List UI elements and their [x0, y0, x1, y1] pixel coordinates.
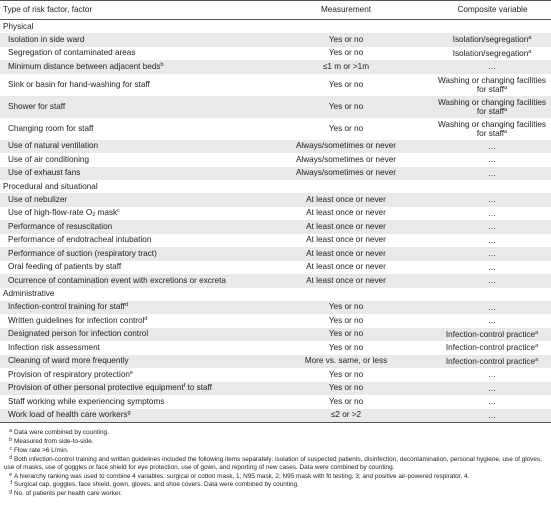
- section-title: Procedural and situational: [3, 181, 98, 191]
- composite-cell: [433, 382, 551, 396]
- footnote-marker: c: [117, 208, 120, 215]
- composite-text: …: [487, 168, 497, 178]
- composite-cell: [433, 140, 551, 154]
- header-composite-variable: Composite variable: [433, 1, 551, 20]
- measurement-cell: Always/sometimes or never: [258, 140, 433, 154]
- composite-cell: [433, 33, 551, 47]
- footnote-marker: a: [528, 48, 532, 55]
- composite-text: …: [487, 410, 497, 420]
- footnote-marker: a: [535, 329, 539, 336]
- footnote-marker: d: [124, 302, 128, 309]
- factor-text: Provision of respiratory protection: [8, 369, 130, 379]
- factor-subscript: 2: [92, 212, 96, 219]
- measurement-cell: At least once or never: [306, 235, 386, 245]
- factor-text: Changing room for staff: [8, 123, 94, 133]
- footnote-key: f: [10, 480, 12, 487]
- measurement-cell: Yes or no: [328, 123, 364, 133]
- measurement-cell: Always/sometimes or never: [295, 154, 397, 164]
- factor-cell: [0, 207, 258, 221]
- composite-text: Isolation/segregation: [452, 48, 529, 58]
- composite-text: Infection-control practice: [445, 356, 536, 366]
- footnote: [4, 437, 547, 446]
- composite-text: …: [487, 262, 497, 272]
- factor-text: Performance of endotracheal intubation: [8, 235, 152, 245]
- footnote-text: A hierarchy ranking was used to combine 4 variables: surgical or cotton mask, 1; N95 mask, 2; N95 mask with fit testing, 3; and positive air-powered respirator, 4.: [14, 472, 470, 480]
- table-row: [0, 368, 551, 382]
- table-row: [0, 395, 551, 409]
- composite-cell: [433, 368, 551, 382]
- footnote-key: c: [9, 445, 12, 452]
- composite-cell: [433, 153, 551, 167]
- factor-cell: [0, 60, 258, 74]
- factor-text: Use of exhaust fans: [8, 168, 81, 178]
- measurement-cell: Yes or no: [328, 342, 364, 352]
- factor-cell: [0, 301, 258, 315]
- measurement-cell: Always/sometimes or never: [258, 167, 433, 181]
- table-row: [0, 60, 551, 74]
- measurement-cell: Yes or no: [258, 328, 433, 342]
- footnote: [4, 472, 547, 481]
- factor-cell: [0, 368, 258, 382]
- composite-cell: [433, 301, 551, 315]
- footnote-marker: a: [504, 84, 508, 91]
- composite-cell: [433, 314, 551, 328]
- section-row: [0, 20, 551, 34]
- table-row: [0, 140, 551, 154]
- composite-cell: [433, 395, 551, 409]
- footnote-text: Data were combined by counting.: [14, 429, 109, 436]
- table-row: [0, 207, 551, 221]
- factor-text: Oral feeding of patients by staff: [8, 262, 122, 272]
- composite-text: Isolation/segregation: [452, 35, 529, 45]
- composite-cell: [433, 74, 551, 96]
- table-row: [0, 355, 551, 369]
- composite-text: …: [487, 195, 497, 205]
- composite-cell: [433, 167, 551, 181]
- factor-cell: [0, 118, 258, 140]
- factor-cell: [0, 314, 258, 328]
- measurement-cell: Yes or no: [258, 301, 433, 315]
- factor-cell: [0, 328, 258, 342]
- footnote-text: Flow rate >6 L/min.: [14, 446, 69, 454]
- measurement-cell: At least once or never: [258, 274, 433, 288]
- composite-text: …: [487, 383, 497, 393]
- table-row: [0, 167, 551, 181]
- factor-cell: [0, 193, 258, 207]
- table-row: [0, 261, 551, 275]
- measurement-cell: Yes or no: [328, 396, 364, 406]
- table-row: [0, 118, 551, 140]
- measurement-cell: Yes or no: [328, 369, 364, 379]
- factor-text: Use of air conditioning: [8, 154, 90, 164]
- factor-text: Segregation of contaminated areas: [8, 48, 136, 58]
- section-title: Physical: [3, 21, 34, 31]
- table-row: [0, 301, 551, 315]
- composite-cell: [433, 60, 551, 74]
- composite-text: …: [487, 249, 497, 259]
- measurement-cell: Yes or no: [258, 382, 433, 396]
- composite-cell: [433, 220, 551, 234]
- composite-cell: [433, 409, 551, 423]
- footnote: [4, 428, 547, 437]
- composite-cell: [433, 207, 551, 221]
- table-header: [0, 1, 551, 20]
- table-body: [0, 20, 551, 423]
- factor-text: Work load of health care workers: [8, 410, 128, 420]
- composite-cell: [433, 193, 551, 207]
- measurement-cell: Yes or no: [328, 315, 364, 325]
- composite-text: …: [487, 370, 497, 380]
- footnote-key: d: [9, 454, 12, 461]
- composite-text: …: [487, 235, 497, 245]
- factor-cell: [0, 355, 258, 369]
- measurement-cell: Yes or no: [258, 33, 433, 47]
- table-row: [0, 33, 551, 47]
- footnote-text: Both infection-control training and written guidelines included the following items separately: isolation of suspected patients, disinfection, decontamination, personal hygiene, use of gloves, use of masks, use of goggles or face shield for eye protection, use of gown, and reporting of new cases. Data were combined by counting.: [4, 455, 542, 471]
- factor-cell: [0, 153, 258, 167]
- factor-text: Infection-control training for staff: [8, 302, 125, 312]
- composite-text: …: [487, 208, 497, 218]
- measurement-cell: Yes or no: [258, 96, 433, 118]
- composite-text: Washing or changing facilities for staff: [437, 97, 546, 116]
- factor-cell: [0, 33, 258, 47]
- composite-text: …: [487, 141, 497, 151]
- composite-cell: [433, 328, 551, 342]
- header-measurement: Measurement: [258, 1, 433, 20]
- section-row: [0, 288, 551, 301]
- factor-cell: [0, 341, 258, 355]
- footnotes: [0, 423, 551, 498]
- composite-text: …: [487, 276, 497, 286]
- composite-cell: [433, 118, 551, 140]
- composite-text: Washing or changing facilities for staff: [437, 75, 546, 94]
- footnote-key: a: [9, 428, 12, 434]
- factor-cell: [0, 96, 258, 118]
- footnote-marker: a: [528, 35, 532, 42]
- factor-text: Minimum distance between adjacent beds: [8, 61, 161, 71]
- composite-text: …: [487, 397, 497, 407]
- composite-cell: [433, 234, 551, 248]
- footnote: [4, 480, 547, 489]
- factor-text: Isolation in side ward: [8, 34, 85, 44]
- table-row: [0, 220, 551, 234]
- footnote-key: g: [9, 489, 12, 496]
- footnote-marker: f: [183, 383, 186, 390]
- footnote: [4, 446, 547, 455]
- footnote-marker: b: [160, 61, 164, 68]
- section-title: Administrative: [3, 289, 55, 298]
- footnote-marker: a: [535, 356, 539, 363]
- measurement-cell: ≤1 m or >1m: [258, 60, 433, 74]
- table-row: [0, 382, 551, 396]
- factor-cell: [0, 261, 258, 275]
- measurement-cell: At least once or never: [258, 220, 433, 234]
- factor-text-after: mask: [95, 208, 118, 218]
- footnote-text: No. of patients per health care worker.: [14, 490, 122, 498]
- table-row: [0, 193, 551, 207]
- table-row: [0, 234, 551, 248]
- footnote-text: Measured from side-to-side.: [14, 437, 94, 445]
- factor-cell: [0, 247, 258, 261]
- factor-cell: [0, 274, 258, 288]
- footnote-marker: d: [144, 315, 148, 322]
- table-row: [0, 47, 551, 61]
- table-row: [0, 328, 551, 342]
- measurement-cell: At least once or never: [258, 193, 433, 207]
- factor-text: Cleaning of ward more frequently: [8, 356, 129, 366]
- composite-text: Infection-control practice: [445, 329, 536, 339]
- factor-cell: [0, 220, 258, 234]
- factor-cell: [0, 395, 258, 409]
- factor-text: Provision of other personal protective equipment: [8, 383, 184, 393]
- measurement-cell: More vs. same, or less: [258, 355, 433, 369]
- factor-text: Performance of suction (respiratory tract): [8, 248, 157, 258]
- table-row: [0, 96, 551, 118]
- composite-cell: [433, 341, 551, 355]
- footnote: [4, 455, 547, 472]
- measurement-cell: Yes or no: [328, 79, 364, 89]
- composite-cell: [433, 96, 551, 118]
- factor-cell: [0, 140, 258, 154]
- footnote-text: Surgical cap, goggles, face shield, gown, gloves, and shoe covers. Data were combined by counting.: [14, 481, 299, 489]
- factor-cell: [0, 167, 258, 181]
- footnote-marker: a: [504, 128, 508, 135]
- factor-text: Use of high-flow-rate O: [8, 208, 93, 218]
- footnote: [4, 489, 547, 498]
- factor-text: Designated person for infection control: [8, 329, 149, 339]
- footnote-key: e: [9, 471, 12, 478]
- table-row: [0, 74, 551, 96]
- table-row: [0, 314, 551, 328]
- table-row: [0, 341, 551, 355]
- factor-text: Use of nebulizer: [8, 194, 68, 204]
- factor-cell: [0, 409, 258, 423]
- measurement-cell: Yes or no: [328, 48, 364, 58]
- composite-text: …: [487, 155, 497, 165]
- section-row: [0, 180, 551, 193]
- composite-cell: [433, 247, 551, 261]
- footnote-marker: a: [535, 343, 539, 350]
- measurement-cell: At least once or never: [306, 208, 386, 218]
- table-row: [0, 153, 551, 167]
- factor-cell: [0, 234, 258, 248]
- factor-text: Staff working while experiencing symptoms: [8, 396, 165, 406]
- factor-text: Written guidelines for infection control: [8, 315, 145, 325]
- composite-text: Infection-control practice: [445, 343, 536, 353]
- factor-text-after: to staff: [185, 383, 212, 393]
- header-factor: Type of risk factor, factor: [0, 1, 258, 20]
- table-row: [0, 247, 551, 261]
- footnote-key: b: [9, 436, 12, 443]
- composite-text: …: [487, 302, 497, 312]
- table-row: [0, 409, 551, 423]
- factor-text: Infection risk assessment: [8, 342, 100, 352]
- factor-text: Shower for staff: [8, 101, 66, 111]
- composite-text: …: [487, 62, 497, 72]
- footnote-marker: a: [504, 106, 508, 113]
- measurement-cell: ≤2 or >2: [258, 409, 433, 423]
- footnote-marker: g: [127, 410, 131, 417]
- factor-cell: [0, 382, 258, 396]
- factor-text: Use of natural ventilation: [8, 141, 99, 151]
- factor-cell: [0, 74, 258, 96]
- footnote-marker: e: [129, 369, 134, 376]
- composite-cell: [433, 47, 551, 61]
- factor-text: Sink or basin for hand-washing for staff: [8, 79, 150, 89]
- factor-cell: [0, 47, 258, 61]
- composite-text: …: [487, 316, 497, 326]
- composite-cell: [433, 355, 551, 369]
- composite-text: Washing or changing facilities for staff: [437, 119, 546, 138]
- factor-text: Performance of resuscitation: [8, 221, 113, 231]
- factor-text: Ocurrence of contamination event with excretions or excreta: [8, 275, 226, 285]
- measurement-cell: At least once or never: [306, 262, 386, 272]
- composite-text: …: [487, 222, 497, 232]
- composite-cell: [433, 261, 551, 275]
- measurement-cell: At least once or never: [258, 247, 433, 261]
- table-row: [0, 274, 551, 288]
- composite-cell: [433, 274, 551, 288]
